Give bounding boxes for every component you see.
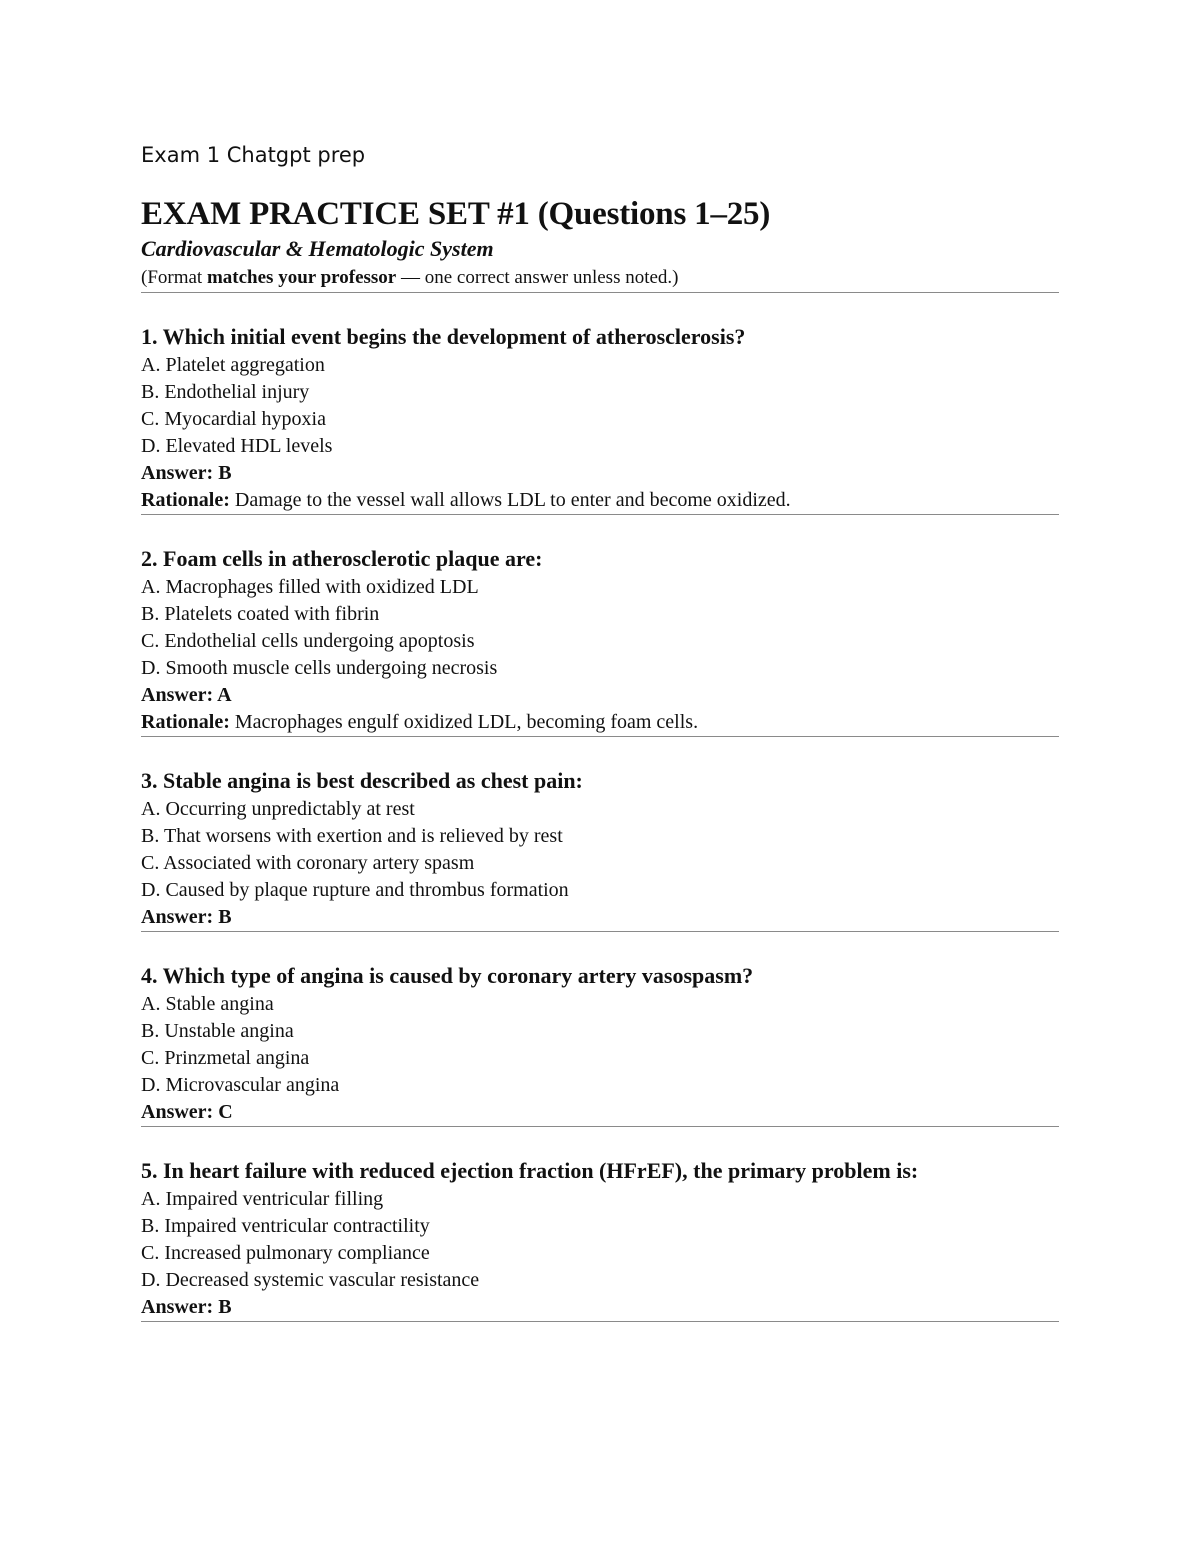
- option-d: D. Smooth muscle cells undergoing necrosis: [141, 657, 498, 679]
- answer-label: Answer: B: [141, 462, 232, 484]
- answer-line: [141, 460, 1059, 487]
- answer-line: [141, 1294, 1059, 1321]
- question-text: 5. In heart failure with reduced ejection fraction (HFrEF), the primary problem is:: [141, 1158, 919, 1183]
- option-b: B. Platelets coated with fibrin: [141, 603, 380, 625]
- question-text: 1. Which initial event begins the development of atherosclerosis?: [141, 324, 746, 349]
- format-note-post: — one correct answer unless noted.): [396, 267, 679, 288]
- option-b: B. Impaired ventricular contractility: [141, 1215, 430, 1237]
- option-c: C. Endothelial cells undergoing apoptosis: [141, 630, 475, 652]
- question-1: [141, 322, 1059, 515]
- answer-value: B: [218, 462, 232, 484]
- option-d: D. Elevated HDL levels: [141, 435, 333, 457]
- option-c: C. Myocardial hypoxia: [141, 408, 326, 430]
- rationale-label: Rationale:: [141, 711, 230, 733]
- answer-value: B: [218, 1296, 232, 1318]
- question-2: [141, 544, 1059, 737]
- page-subtitle: Cardiovascular & Hematologic System: [141, 236, 494, 261]
- option-a: A. Macrophages filled with oxidized LDL: [141, 576, 479, 598]
- answer-label: Answer: B: [141, 1296, 232, 1318]
- answer-label: Answer: A: [141, 684, 232, 706]
- rationale-text: Damage to the vessel wall allows LDL to enter and become oxidized.: [234, 489, 791, 511]
- question-text: 3. Stable angina is best described as chest pain:: [141, 768, 583, 793]
- format-note: [141, 264, 1059, 293]
- answer-line: [141, 1099, 1059, 1126]
- option-a: A. Impaired ventricular filling: [141, 1188, 384, 1210]
- option-b: B. Unstable angina: [141, 1020, 294, 1042]
- option-c: C. Prinzmetal angina: [141, 1047, 310, 1069]
- answer-value: A: [217, 684, 232, 706]
- option-d: D. Caused by plaque rupture and thrombus formation: [141, 879, 569, 901]
- answer-label: Answer: C: [141, 1101, 233, 1123]
- option-c: C. Increased pulmonary compliance: [141, 1242, 430, 1264]
- option-b: B. That worsens with exertion and is relieved by rest: [141, 825, 563, 847]
- option-a: A. Platelet aggregation: [141, 354, 325, 376]
- question-3: [141, 766, 1059, 932]
- format-note-bold: matches your professor: [206, 267, 397, 288]
- option-d: D. Decreased systemic vascular resistance: [141, 1269, 480, 1291]
- answer-label: Answer: B: [141, 906, 232, 928]
- option-b: B. Endothelial injury: [141, 381, 310, 403]
- option-a: A. Stable angina: [141, 993, 274, 1015]
- rationale-label: Rationale:: [141, 489, 230, 511]
- option-a: A. Occurring unpredictably at rest: [141, 798, 415, 820]
- rationale-line: [141, 709, 1059, 736]
- format-note-pre: (Format: [141, 267, 207, 288]
- question-text: 2. Foam cells in atherosclerotic plaque are:: [141, 546, 543, 571]
- rationale-text: Macrophages engulf oxidized LDL, becoming foam cells.: [234, 711, 699, 733]
- answer-value: C: [218, 1101, 233, 1123]
- question-5: [141, 1156, 1059, 1322]
- question-4: [141, 961, 1059, 1127]
- page-title: EXAM PRACTICE SET #1 (Questions 1–25): [141, 196, 771, 232]
- option-c: C. Associated with coronary artery spasm: [141, 852, 475, 874]
- answer-line: [141, 904, 1059, 931]
- answer-value: B: [218, 906, 232, 928]
- question-text: 4. Which type of angina is caused by coronary artery vasospasm?: [141, 963, 754, 988]
- rationale-line: [141, 487, 1059, 514]
- document-page: [141, 138, 1059, 1322]
- document-name: Exam 1 Chatgpt prep: [141, 143, 366, 167]
- option-d: D. Microvascular angina: [141, 1074, 340, 1096]
- answer-line: [141, 682, 1059, 709]
